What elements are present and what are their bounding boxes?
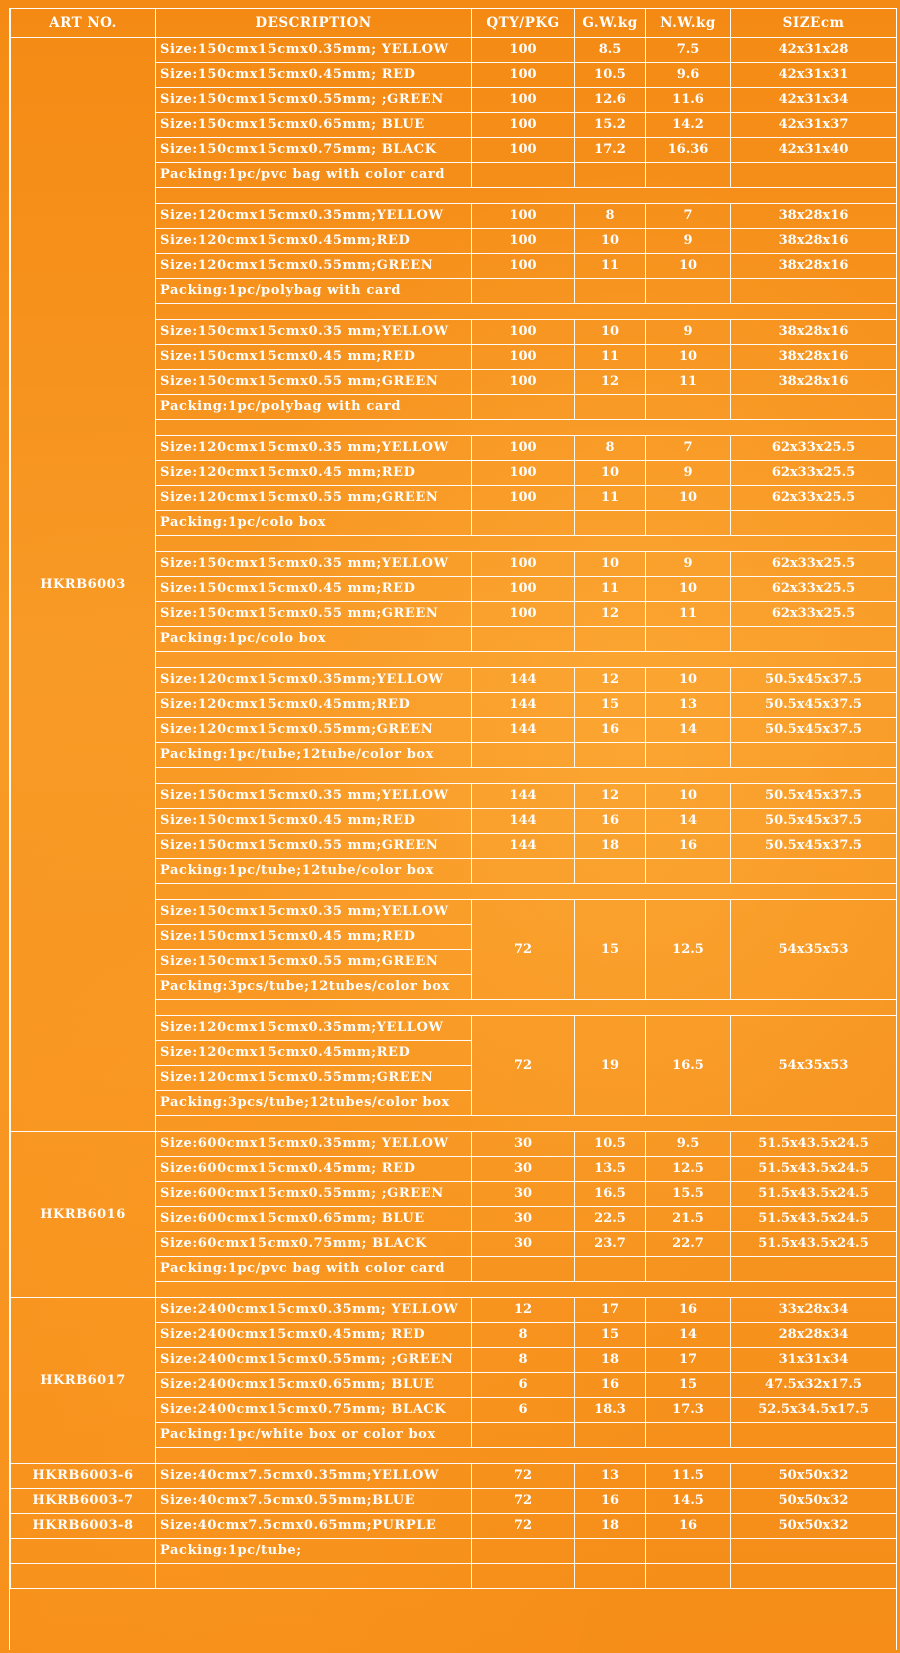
nw-cell: 16.5	[646, 1016, 731, 1116]
description-cell: Size:150cmx15cmx0.45 mm;RED	[156, 925, 472, 950]
qty-cell: 100	[472, 436, 575, 461]
qty-cell: 100	[472, 229, 575, 254]
qty-cell: 144	[472, 668, 575, 693]
gw-cell: 10	[575, 320, 646, 345]
empty-cell	[472, 1257, 575, 1282]
nw-cell: 14	[646, 1323, 731, 1348]
nw-cell: 9	[646, 229, 731, 254]
description-cell: Size:2400cmx15cmx0.65mm; BLUE	[156, 1373, 472, 1398]
header-size: SIZEcm	[731, 9, 897, 38]
nw-cell: 16	[646, 1298, 731, 1323]
description-cell: Size:120cmx15cmx0.55mm;GREEN	[156, 254, 472, 279]
qty-cell: 100	[472, 602, 575, 627]
empty-cell	[575, 743, 646, 768]
description-cell: Size:120cmx15cmx0.35mm;YELLOW	[156, 204, 472, 229]
size-cell: 38x28x16	[731, 229, 897, 254]
qty-cell: 100	[472, 204, 575, 229]
empty-cell	[11, 1564, 156, 1589]
size-cell: 62x33x25.5	[731, 552, 897, 577]
nw-cell: 11	[646, 602, 731, 627]
empty-cell	[156, 1564, 472, 1589]
spacer-cell	[156, 1000, 897, 1016]
size-cell: 50.5x45x37.5	[731, 834, 897, 859]
size-cell: 33x28x34	[731, 1298, 897, 1323]
nw-cell: 15.5	[646, 1182, 731, 1207]
description-cell: Size:2400cmx15cmx0.75mm; BLACK	[156, 1398, 472, 1423]
packing-cell: Packing:1pc/colo box	[156, 627, 472, 652]
empty-cell	[472, 859, 575, 884]
nw-cell: 12.5	[646, 1157, 731, 1182]
size-cell: 50.5x45x37.5	[731, 718, 897, 743]
empty-cell	[731, 395, 897, 420]
nw-cell: 16	[646, 834, 731, 859]
size-cell: 38x28x16	[731, 254, 897, 279]
qty-cell: 100	[472, 113, 575, 138]
gw-cell: 18	[575, 1514, 646, 1539]
qty-cell: 72	[472, 900, 575, 1000]
size-cell: 50.5x45x37.5	[731, 809, 897, 834]
gw-cell: 8	[575, 436, 646, 461]
nw-cell: 11.5	[646, 1464, 731, 1489]
empty-cell	[646, 859, 731, 884]
qty-cell: 100	[472, 486, 575, 511]
qty-cell: 100	[472, 461, 575, 486]
nw-cell: 17	[646, 1348, 731, 1373]
packing-cell: Packing:1pc/white box or color box	[156, 1423, 472, 1448]
qty-cell: 144	[472, 693, 575, 718]
description-cell: Size:150cmx15cmx0.35mm; YELLOW	[156, 38, 472, 63]
table-row	[11, 1298, 897, 1323]
packing-cell: Packing:1pc/tube;	[156, 1539, 472, 1564]
size-cell: 51.5x43.5x24.5	[731, 1132, 897, 1157]
table-row	[11, 1132, 897, 1157]
empty-cell	[472, 1539, 575, 1564]
gw-cell: 8.5	[575, 38, 646, 63]
empty-cell	[646, 279, 731, 304]
size-cell: 51.5x43.5x24.5	[731, 1157, 897, 1182]
packing-cell: Packing:3pcs/tube;12tubes/color box	[156, 975, 472, 1000]
packing-cell: Packing:1pc/polybag with card	[156, 395, 472, 420]
nw-cell: 10	[646, 577, 731, 602]
description-cell: Size:60cmx15cmx0.75mm; BLACK	[156, 1232, 472, 1257]
description-cell: Size:120cmx15cmx0.55mm;GREEN	[156, 718, 472, 743]
size-cell: 51.5x43.5x24.5	[731, 1182, 897, 1207]
nw-cell: 14	[646, 809, 731, 834]
size-cell: 62x33x25.5	[731, 486, 897, 511]
nw-cell: 7	[646, 204, 731, 229]
qty-cell: 100	[472, 38, 575, 63]
size-cell: 42x31x31	[731, 63, 897, 88]
size-cell: 42x31x34	[731, 88, 897, 113]
description-cell: Size:2400cmx15cmx0.45mm; RED	[156, 1323, 472, 1348]
gw-cell: 10	[575, 461, 646, 486]
nw-cell: 11	[646, 370, 731, 395]
size-cell: 50x50x32	[731, 1489, 897, 1514]
qty-cell: 100	[472, 88, 575, 113]
gw-cell: 23.7	[575, 1232, 646, 1257]
art-no-cell: HKRB6016	[11, 1132, 156, 1298]
description-cell: Size:40cmx7.5cmx0.35mm;YELLOW	[156, 1464, 472, 1489]
product-spec-table	[10, 8, 897, 1589]
gw-cell: 16.5	[575, 1182, 646, 1207]
nw-cell: 10	[646, 345, 731, 370]
header-art-no: ART NO.	[11, 9, 156, 38]
empty-cell	[472, 743, 575, 768]
spacer-cell	[156, 420, 897, 436]
nw-cell: 14.2	[646, 113, 731, 138]
qty-cell: 100	[472, 577, 575, 602]
nw-cell: 9.5	[646, 1132, 731, 1157]
qty-cell: 30	[472, 1132, 575, 1157]
size-cell: 38x28x16	[731, 370, 897, 395]
qty-cell: 100	[472, 320, 575, 345]
qty-cell: 30	[472, 1157, 575, 1182]
empty-cell	[646, 1423, 731, 1448]
spacer-cell	[156, 188, 897, 204]
description-cell: Size:600cmx15cmx0.55mm; ;GREEN	[156, 1182, 472, 1207]
header-nw: N.W.kg	[646, 9, 731, 38]
empty-cell	[472, 627, 575, 652]
table-row	[11, 1489, 897, 1514]
gw-cell: 17	[575, 1298, 646, 1323]
description-cell: Size:40cmx7.5cmx0.55mm;BLUE	[156, 1489, 472, 1514]
empty-cell	[575, 627, 646, 652]
nw-cell: 9.6	[646, 63, 731, 88]
gw-cell: 19	[575, 1016, 646, 1116]
description-cell: Size:2400cmx15cmx0.35mm; YELLOW	[156, 1298, 472, 1323]
size-cell: 28x28x34	[731, 1323, 897, 1348]
empty-cell	[731, 743, 897, 768]
gw-cell: 12.6	[575, 88, 646, 113]
empty-cell	[575, 1539, 646, 1564]
size-cell: 42x31x37	[731, 113, 897, 138]
size-cell: 54x35x53	[731, 900, 897, 1000]
packing-cell: Packing:1pc/tube;12tube/color box	[156, 859, 472, 884]
nw-cell: 21.5	[646, 1207, 731, 1232]
gw-cell: 16	[575, 1373, 646, 1398]
description-cell: Size:600cmx15cmx0.45mm; RED	[156, 1157, 472, 1182]
description-cell: Size:150cmx15cmx0.65mm; BLUE	[156, 113, 472, 138]
gw-cell: 15	[575, 900, 646, 1000]
table-row	[11, 1514, 897, 1539]
qty-cell: 100	[472, 254, 575, 279]
description-cell: Size:120cmx15cmx0.45mm;RED	[156, 693, 472, 718]
gw-cell: 12	[575, 668, 646, 693]
spacer-cell	[156, 652, 897, 668]
spacer-cell	[156, 1448, 897, 1464]
description-cell: Size:120cmx15cmx0.45mm;RED	[156, 229, 472, 254]
qty-cell: 100	[472, 370, 575, 395]
qty-cell: 100	[472, 138, 575, 163]
size-cell: 50x50x32	[731, 1514, 897, 1539]
empty-cell	[575, 1257, 646, 1282]
gw-cell: 15	[575, 1323, 646, 1348]
empty-cell	[472, 511, 575, 536]
description-cell: Size:150cmx15cmx0.35 mm;YELLOW	[156, 552, 472, 577]
gw-cell: 12	[575, 370, 646, 395]
empty-cell	[646, 1564, 731, 1589]
description-cell: Size:120cmx15cmx0.45 mm;RED	[156, 461, 472, 486]
nw-cell: 10	[646, 486, 731, 511]
nw-cell: 14	[646, 718, 731, 743]
description-cell: Size:600cmx15cmx0.65mm; BLUE	[156, 1207, 472, 1232]
empty-cell	[646, 743, 731, 768]
empty-cell	[646, 1257, 731, 1282]
description-cell: Size:600cmx15cmx0.35mm; YELLOW	[156, 1132, 472, 1157]
spacer-cell	[156, 1116, 897, 1132]
empty-cell	[472, 395, 575, 420]
size-cell: 54x35x53	[731, 1016, 897, 1116]
description-cell: Size:150cmx15cmx0.45 mm;RED	[156, 809, 472, 834]
description-cell: Size:120cmx15cmx0.35mm;YELLOW	[156, 668, 472, 693]
empty-cell	[575, 395, 646, 420]
gw-cell: 22.5	[575, 1207, 646, 1232]
spacer-cell	[156, 536, 897, 552]
qty-cell: 144	[472, 809, 575, 834]
size-cell: 38x28x16	[731, 204, 897, 229]
gw-cell: 11	[575, 254, 646, 279]
gw-cell: 16	[575, 718, 646, 743]
description-cell: Size:150cmx15cmx0.35 mm;YELLOW	[156, 784, 472, 809]
table-body	[11, 38, 897, 1589]
gw-cell: 10.5	[575, 1132, 646, 1157]
size-cell: 50x50x32	[731, 1464, 897, 1489]
gw-cell: 12	[575, 602, 646, 627]
empty-cell	[731, 859, 897, 884]
size-cell: 51.5x43.5x24.5	[731, 1207, 897, 1232]
nw-cell: 11.6	[646, 88, 731, 113]
spec-sheet	[9, 8, 897, 1650]
gw-cell: 17.2	[575, 138, 646, 163]
size-cell: 42x31x28	[731, 38, 897, 63]
size-cell: 50.5x45x37.5	[731, 784, 897, 809]
art-no-cell: HKRB6003-7	[11, 1489, 156, 1514]
table-row	[11, 1464, 897, 1489]
empty-cell	[731, 163, 897, 188]
gw-cell: 18	[575, 834, 646, 859]
gw-cell: 13	[575, 1464, 646, 1489]
art-no-cell: HKRB6017	[11, 1298, 156, 1464]
size-cell: 62x33x25.5	[731, 602, 897, 627]
description-cell: Size:150cmx15cmx0.75mm; BLACK	[156, 138, 472, 163]
empty-cell	[646, 511, 731, 536]
empty-cell	[646, 1539, 731, 1564]
spacer-cell	[156, 768, 897, 784]
spacer-cell	[156, 1282, 897, 1298]
empty-cell	[646, 627, 731, 652]
size-cell: 62x33x25.5	[731, 436, 897, 461]
size-cell: 47.5x32x17.5	[731, 1373, 897, 1398]
size-cell: 51.5x43.5x24.5	[731, 1232, 897, 1257]
nw-cell: 22.7	[646, 1232, 731, 1257]
qty-cell: 6	[472, 1373, 575, 1398]
qty-cell: 30	[472, 1232, 575, 1257]
description-cell: Size:150cmx15cmx0.55 mm;GREEN	[156, 370, 472, 395]
empty-cell	[575, 511, 646, 536]
size-cell: 50.5x45x37.5	[731, 668, 897, 693]
gw-cell: 8	[575, 204, 646, 229]
gw-cell: 15.2	[575, 113, 646, 138]
nw-cell: 7	[646, 436, 731, 461]
size-cell: 62x33x25.5	[731, 577, 897, 602]
gw-cell: 12	[575, 784, 646, 809]
empty-cell	[472, 1564, 575, 1589]
description-cell: Size:150cmx15cmx0.35 mm;YELLOW	[156, 900, 472, 925]
packing-cell: Packing:1pc/pvc bag with color card	[156, 1257, 472, 1282]
gw-cell: 13.5	[575, 1157, 646, 1182]
gw-cell: 18.3	[575, 1398, 646, 1423]
nw-cell: 9	[646, 461, 731, 486]
nw-cell: 16	[646, 1514, 731, 1539]
gw-cell: 16	[575, 809, 646, 834]
nw-cell: 14.5	[646, 1489, 731, 1514]
qty-cell: 8	[472, 1348, 575, 1373]
empty-cell	[575, 279, 646, 304]
art-no-cell	[11, 1539, 156, 1564]
gw-cell: 11	[575, 577, 646, 602]
size-cell: 42x31x40	[731, 138, 897, 163]
gw-cell: 11	[575, 345, 646, 370]
empty-cell	[575, 1564, 646, 1589]
qty-cell: 100	[472, 552, 575, 577]
empty-cell	[646, 163, 731, 188]
nw-cell: 10	[646, 254, 731, 279]
empty-cell	[731, 279, 897, 304]
description-cell: Size:150cmx15cmx0.55mm; ;GREEN	[156, 88, 472, 113]
description-cell: Size:150cmx15cmx0.45 mm;RED	[156, 345, 472, 370]
empty-cell	[731, 1539, 897, 1564]
empty-cell	[472, 279, 575, 304]
size-cell: 52.5x34.5x17.5	[731, 1398, 897, 1423]
packing-cell: Packing:1pc/pvc bag with color card	[156, 163, 472, 188]
header-gw: G.W.kg	[575, 9, 646, 38]
qty-cell: 100	[472, 63, 575, 88]
description-cell: Size:150cmx15cmx0.45 mm;RED	[156, 577, 472, 602]
size-cell: 38x28x16	[731, 320, 897, 345]
size-cell: 31x31x34	[731, 1348, 897, 1373]
gw-cell: 16	[575, 1489, 646, 1514]
gw-cell: 10	[575, 552, 646, 577]
nw-cell: 12.5	[646, 900, 731, 1000]
gw-cell: 15	[575, 693, 646, 718]
gw-cell: 10	[575, 229, 646, 254]
empty-cell	[731, 1564, 897, 1589]
description-cell: Size:40cmx7.5cmx0.65mm;PURPLE	[156, 1514, 472, 1539]
empty-cell	[575, 1423, 646, 1448]
qty-cell: 6	[472, 1398, 575, 1423]
packing-cell: Packing:1pc/polybag with card	[156, 279, 472, 304]
empty-cell	[646, 395, 731, 420]
description-cell: Size:150cmx15cmx0.35 mm;YELLOW	[156, 320, 472, 345]
empty-cell	[731, 1423, 897, 1448]
gw-cell: 18	[575, 1348, 646, 1373]
table-row	[11, 38, 897, 63]
table-row	[11, 1564, 897, 1589]
packing-cell: Packing:1pc/colo box	[156, 511, 472, 536]
art-no-cell: HKRB6003-8	[11, 1514, 156, 1539]
nw-cell: 10	[646, 668, 731, 693]
qty-cell: 100	[472, 345, 575, 370]
qty-cell: 72	[472, 1489, 575, 1514]
gw-cell: 11	[575, 486, 646, 511]
qty-cell: 8	[472, 1323, 575, 1348]
qty-cell: 72	[472, 1514, 575, 1539]
spacer-cell	[156, 304, 897, 320]
nw-cell: 10	[646, 784, 731, 809]
description-cell: Size:120cmx15cmx0.45mm;RED	[156, 1041, 472, 1066]
nw-cell: 9	[646, 552, 731, 577]
description-cell: Size:150cmx15cmx0.55 mm;GREEN	[156, 602, 472, 627]
nw-cell: 16.36	[646, 138, 731, 163]
empty-cell	[472, 163, 575, 188]
description-cell: Size:120cmx15cmx0.35mm;YELLOW	[156, 1016, 472, 1041]
empty-cell	[472, 1423, 575, 1448]
description-cell: Size:120cmx15cmx0.55mm;GREEN	[156, 1066, 472, 1091]
description-cell: Size:150cmx15cmx0.55 mm;GREEN	[156, 834, 472, 859]
nw-cell: 7.5	[646, 38, 731, 63]
art-no-cell: HKRB6003	[11, 38, 156, 1132]
packing-cell: Packing:1pc/tube;12tube/color box	[156, 743, 472, 768]
description-cell: Size:150cmx15cmx0.45mm; RED	[156, 63, 472, 88]
qty-cell: 144	[472, 718, 575, 743]
qty-cell: 30	[472, 1207, 575, 1232]
nw-cell: 15	[646, 1373, 731, 1398]
qty-cell: 12	[472, 1298, 575, 1323]
packing-row	[11, 1539, 897, 1564]
description-cell: Size:120cmx15cmx0.35 mm;YELLOW	[156, 436, 472, 461]
description-cell: Size:120cmx15cmx0.55 mm;GREEN	[156, 486, 472, 511]
header-qty: QTY/PKG	[472, 9, 575, 38]
size-cell: 38x28x16	[731, 345, 897, 370]
size-cell: 62x33x25.5	[731, 461, 897, 486]
nw-cell: 17.3	[646, 1398, 731, 1423]
nw-cell: 13	[646, 693, 731, 718]
description-cell: Size:2400cmx15cmx0.55mm; ;GREEN	[156, 1348, 472, 1373]
gw-cell: 10.5	[575, 63, 646, 88]
spacer-cell	[156, 884, 897, 900]
empty-cell	[731, 627, 897, 652]
empty-cell	[731, 511, 897, 536]
art-no-cell: HKRB6003-6	[11, 1464, 156, 1489]
qty-cell: 72	[472, 1016, 575, 1116]
size-cell: 50.5x45x37.5	[731, 693, 897, 718]
empty-cell	[731, 1257, 897, 1282]
description-cell: Size:150cmx15cmx0.55 mm;GREEN	[156, 950, 472, 975]
packing-cell: Packing:3pcs/tube;12tubes/color box	[156, 1091, 472, 1116]
nw-cell: 9	[646, 320, 731, 345]
qty-cell: 144	[472, 834, 575, 859]
qty-cell: 30	[472, 1182, 575, 1207]
qty-cell: 144	[472, 784, 575, 809]
qty-cell: 72	[472, 1464, 575, 1489]
empty-cell	[575, 859, 646, 884]
empty-cell	[575, 163, 646, 188]
header-description: DESCRIPTION	[156, 9, 472, 38]
header-row	[11, 9, 897, 38]
